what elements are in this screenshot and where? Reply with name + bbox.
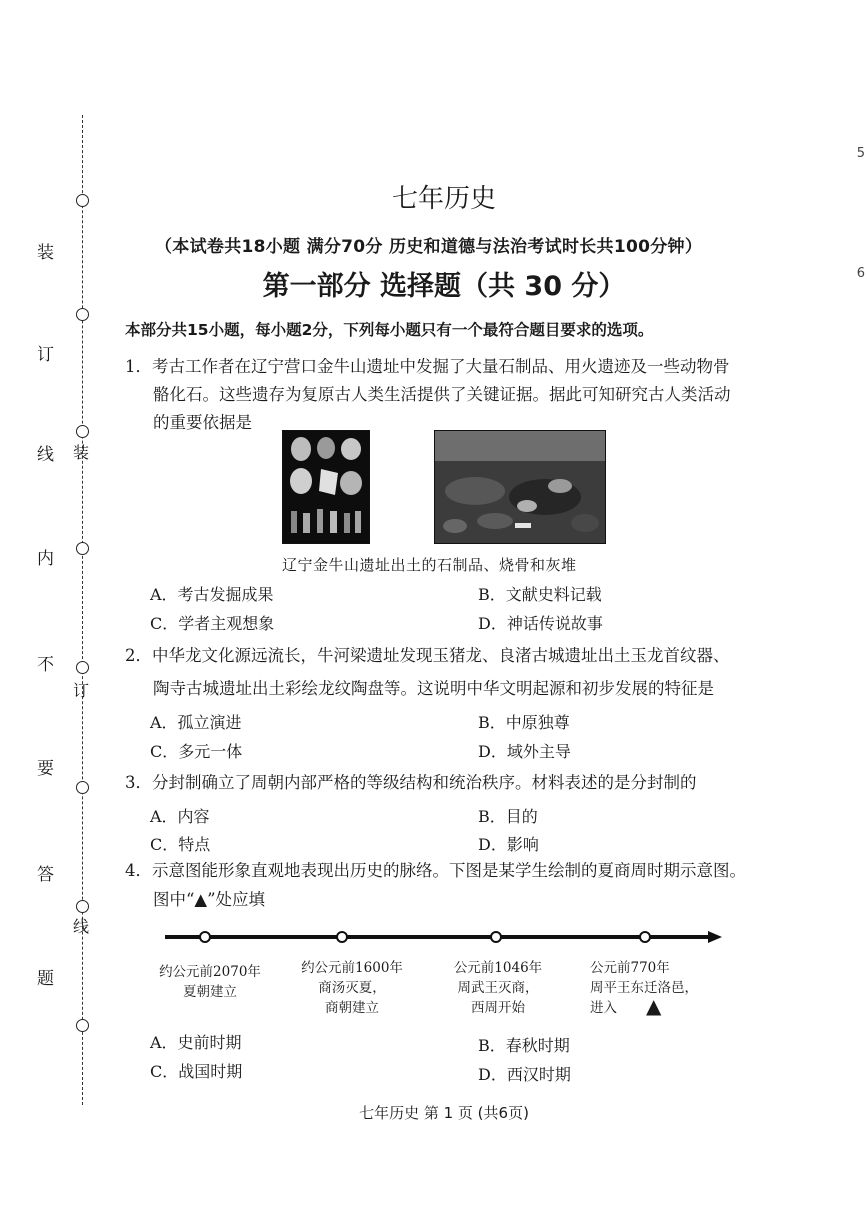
margin-char: 装 xyxy=(37,243,54,263)
option-a[interactable]: A．史前时期 xyxy=(150,1033,242,1052)
question-2-line: 陶寺古城遗址出土彩绘龙纹陶盘等。这说明中华文明起源和初步发展的特征是 xyxy=(153,679,714,698)
option-d[interactable]: D．域外主导 xyxy=(478,742,571,761)
part-instruction: 本部分共15小题，每小题2分，下列每小题只有一个最符合题目要求的选项。 xyxy=(125,321,654,339)
option-a[interactable]: A．内容 xyxy=(150,807,210,826)
option-d[interactable]: D．神话传说故事 xyxy=(478,614,603,633)
margin-inner-char: 订 xyxy=(73,681,90,700)
edge-mark: 6 xyxy=(856,266,865,281)
timeline-event: 约公元前2070年 夏朝建立 xyxy=(159,964,261,1000)
margin-char: 不 xyxy=(37,655,54,675)
option-c[interactable]: C．战国时期 xyxy=(150,1062,243,1081)
exam-subtitle: （本试卷共18小题 满分70分 历史和道德与法治考试时长共100分钟） xyxy=(155,237,703,257)
option-d[interactable]: D．影响 xyxy=(478,835,539,854)
timeline-node xyxy=(491,932,501,942)
timeline-node xyxy=(640,932,650,942)
margin-char: 题 xyxy=(37,969,54,989)
timeline-event: 公元前770年 周平王东迁洛邑， 进入 xyxy=(590,960,698,1016)
option-a[interactable]: A．孤立演进 xyxy=(150,713,242,732)
page-footer: 七年历史 第 1 页 (共6页) xyxy=(359,1104,529,1122)
margin-char: 要 xyxy=(37,759,54,779)
question-2-line: 2．中华龙文化源远流长，牛河梁遗址发现玉猪龙、良渚古城遗址出土玉龙首纹器、 xyxy=(125,646,730,665)
binding-hole-icon xyxy=(76,661,89,674)
option-b[interactable]: B．春秋时期 xyxy=(478,1036,570,1055)
edge-mark: 5 xyxy=(856,146,865,161)
margin-char: 内 xyxy=(37,549,54,569)
question-1-line: 的重要依据是 xyxy=(153,413,252,432)
excavation-site-photo xyxy=(434,430,606,544)
timeline-event: 公元前1046年 周武王灭商， 西周开始 xyxy=(453,960,543,1016)
timeline-node xyxy=(200,932,210,942)
binding-hole-icon xyxy=(76,781,89,794)
margin-char: 订 xyxy=(37,345,54,365)
binding-hole-icon xyxy=(76,308,89,321)
binding-hole-icon xyxy=(76,1019,89,1032)
binding-hole-icon xyxy=(76,900,89,913)
question-1-line: 1．考古工作者在辽宁营口金牛山遗址中发掘了大量石制品、用火遗迹及一些动物骨 xyxy=(125,357,730,376)
option-c[interactable]: C．多元一体 xyxy=(150,742,243,761)
stone-artifacts-photo xyxy=(282,430,370,544)
binding-hole-icon xyxy=(76,425,89,438)
option-c[interactable]: C．特点 xyxy=(150,835,211,854)
option-d[interactable]: D．西汉时期 xyxy=(478,1065,571,1084)
margin-inner-char: 线 xyxy=(73,917,90,936)
timeline-axis xyxy=(160,926,724,950)
timeline-node xyxy=(337,932,347,942)
page-title: 七年历史 xyxy=(391,184,496,214)
option-b[interactable]: B．中原独尊 xyxy=(478,713,570,732)
margin-char: 答 xyxy=(37,865,54,885)
margin-inner-char: 装 xyxy=(73,443,90,462)
option-b[interactable]: B．目的 xyxy=(478,807,538,826)
timeline-event: 约公元前1600年 商汤灭夏， 商朝建立 xyxy=(301,960,403,1016)
question-4-line: 图中“▲”处应填 xyxy=(153,890,266,909)
part-title: 第一部分 选择题（共 30 分） xyxy=(262,271,626,302)
margin-char: 线 xyxy=(37,445,54,465)
binding-hole-icon xyxy=(76,542,89,555)
option-b[interactable]: B．文献史料记载 xyxy=(478,585,602,604)
question-1-line: 骼化石。这些遗存为复原古人类生活提供了关键证据。据此可知研究古人类活动 xyxy=(153,385,731,404)
figure-caption: 辽宁金牛山遗址出土的石制品、烧骨和灰堆 xyxy=(282,556,577,574)
triangle-icon: ▲ xyxy=(646,994,662,1018)
question-4-line: 4．示意图能形象直观地表现出历史的脉络。下图是某学生绘制的夏商周时期示意图。 xyxy=(125,861,746,880)
option-a[interactable]: A．考古发掘成果 xyxy=(150,585,274,604)
question-3-line: 3．分封制确立了周朝内部严格的等级结构和统治秩序。材料表述的是分封制的 xyxy=(125,773,697,792)
option-c[interactable]: C．学者主观想象 xyxy=(150,614,275,633)
